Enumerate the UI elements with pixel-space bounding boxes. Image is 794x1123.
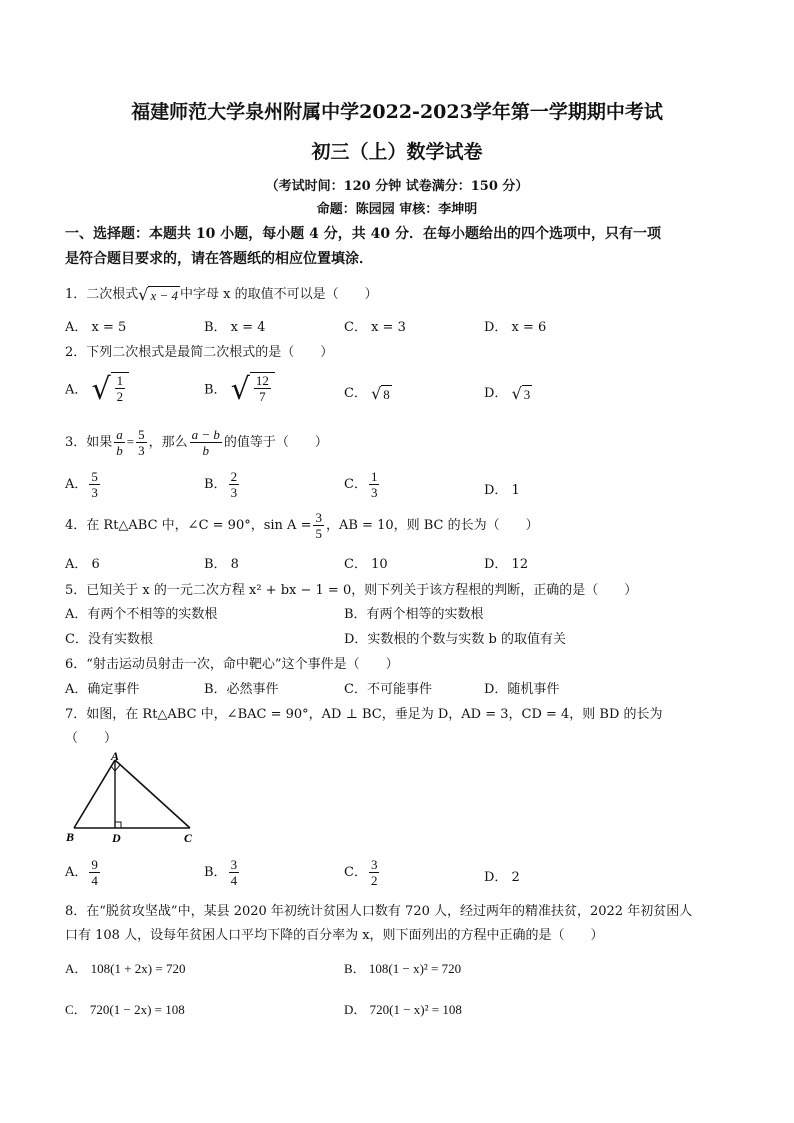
q2-label-a: A．	[65, 382, 88, 398]
q4-post: ，AB = 10，则 BC 的长为（ ）	[325, 518, 539, 533]
q4-option-c[interactable]: C． 10	[344, 557, 388, 572]
q7-c-den: 2	[370, 873, 378, 888]
q7-b-den: 4	[230, 873, 238, 888]
q4-f-num: 3	[315, 510, 322, 525]
q1-option-c[interactable]: C． x = 3	[344, 320, 406, 335]
side-ab	[74, 760, 115, 828]
q1-option-b[interactable]: B． x = 4	[204, 320, 266, 335]
q8-option-a[interactable]: A． 108(1 + 2x) = 720	[65, 961, 186, 976]
q3-c-den: 3	[370, 485, 378, 500]
vertex-d-label: D	[112, 831, 121, 844]
q2-label-b: B．	[204, 382, 227, 398]
q6-option-c[interactable]: C．不可能事件	[344, 682, 432, 697]
q2-a-num: 1	[116, 373, 124, 388]
q5-option-b[interactable]: B．有两个相等的实数根	[344, 607, 484, 622]
q2-option-b[interactable]: B． √ $\frac{12}{7}$	[204, 372, 275, 408]
q3-f3-num: a − b	[191, 427, 220, 442]
question-5-stem: 5．已知关于 x 的一元二次方程 x² + bx − 1 = 0，则下列关于该方程根的判断，正确的是（ ）	[65, 583, 638, 598]
triangle-figure	[62, 752, 202, 844]
q3-b-num: 2	[230, 469, 238, 484]
q7-option-a[interactable]	[65, 857, 102, 888]
q4-pre: 4．在 Rt△ABC 中，∠C = 90°，sin A =	[65, 518, 312, 533]
q2-label-d: D．	[484, 386, 508, 401]
q2-option-a[interactable]: A． √ $\frac{1}{2}$	[65, 372, 129, 408]
question-8-line2: 口有 108 人，设每年贫困人口平均下降的百分率为 x，则下面列出的方程中正确的是（ ）	[65, 928, 604, 943]
q4-option-b[interactable]: B． 8	[204, 557, 239, 572]
vertex-c-label: C	[184, 831, 193, 844]
q7-a-den: 4	[91, 873, 98, 888]
exam-authors: 命题：陈园园 审核：李坤明	[316, 202, 478, 217]
q6-option-a[interactable]: A．确定事件	[65, 682, 140, 697]
q3-a-num: 5	[91, 469, 98, 484]
q2-option-d[interactable]: D． √ 3	[484, 383, 531, 403]
q5-option-d[interactable]: D．实数根的个数与实数 b 的取值有关	[344, 632, 567, 647]
q7-b-num: 3	[230, 857, 238, 872]
q7-option-c[interactable]	[344, 857, 381, 888]
vertex-b-label: B	[66, 830, 75, 844]
q7-label-c: C．	[344, 865, 367, 880]
q3-option-a[interactable]	[65, 469, 102, 500]
q3-post: 的值等于（ ）	[223, 435, 328, 450]
q5-option-a[interactable]: A．有两个不相等的实数根	[65, 607, 218, 622]
q1-sqrt: √ x − 4	[138, 284, 179, 304]
question-8-line1: 8．在“脱贫攻坚战”中，某县 2020 年初统计贫困人口数有 720 人，经过两年的精准扶贫，2022 年初贫困人	[65, 904, 693, 919]
q7-label-a: A．	[65, 865, 88, 880]
exam-info: （考试时间：120 分钟 试卷满分：150 分）	[265, 179, 529, 194]
q3-pre: 3．如果	[65, 435, 113, 450]
q7-c-num: 3	[370, 857, 378, 872]
q3-mid: ，那么	[148, 435, 188, 450]
q7-a-num: 9	[91, 857, 98, 872]
q1-pre: 1．二次根式	[65, 287, 139, 302]
q1-post: 中字母 x 的取值不可以是（ ）	[180, 287, 378, 302]
q3-f3-den: b	[202, 443, 210, 458]
q3-f1-num: a	[116, 427, 123, 442]
question-4-stem	[65, 510, 539, 541]
q1-option-a[interactable]: A． x = 5	[65, 320, 127, 335]
q5-option-c[interactable]: C．没有实数根	[65, 632, 153, 647]
paper-subtitle: 初三（上）数学试卷	[311, 141, 483, 163]
q2-b-den: 7	[259, 389, 266, 404]
q1-radicand: x − 4	[150, 287, 179, 303]
q3-f2-num: 5	[138, 427, 145, 442]
q8-option-c[interactable]: C． 720(1 − 2x) = 108	[65, 1002, 185, 1017]
q7-option-d[interactable]: D． 2	[484, 870, 520, 885]
q7-label-b: B．	[204, 865, 227, 880]
q8-option-b[interactable]: B． 108(1 − x)² = 720	[344, 961, 462, 976]
q2-b-num: 12	[255, 373, 269, 388]
q3-f2-den: 3	[138, 443, 145, 458]
q3-label-b: B．	[204, 477, 227, 492]
q3-option-d[interactable]: D． 1	[484, 483, 520, 498]
q3-label-a: A．	[65, 477, 88, 492]
q7-option-b[interactable]	[204, 857, 241, 888]
q3-a-den: 3	[91, 485, 98, 500]
exam-title: 福建师范大学泉州附属中学2022-2023学年第一学期期中考试	[131, 101, 663, 123]
q3-option-b[interactable]	[204, 469, 241, 500]
q3-option-c[interactable]	[344, 469, 381, 500]
q2-a-den: 2	[116, 389, 124, 404]
right-angle-mark-d	[115, 822, 121, 828]
question-7-stem: 7．如图，在 Rt△ABC 中，∠BAC = 90°，AD ⊥ BC，垂足为 D，AD = 3，CD = 4，则 BD 的长为	[65, 707, 663, 722]
q6-option-b[interactable]: B．必然事件	[204, 682, 279, 697]
question-2-stem: 2．下列二次根式是最简二次根式的是（ ）	[65, 345, 334, 360]
q4-option-a[interactable]: A． 6	[65, 557, 100, 572]
question-1-stem	[65, 283, 378, 304]
q8-option-d[interactable]: D． 720(1 − x)² = 108	[344, 1002, 462, 1017]
q3-f1-den: b	[116, 443, 123, 458]
side-ac	[115, 760, 190, 828]
q1-option-d[interactable]: D． x = 6	[484, 320, 547, 335]
q3-eq: =	[126, 434, 135, 449]
section-heading-line1: 一、选择题：本题共 10 小题，每小题 4 分，共 40 分．在每小题给出的四个选项中，只有一项	[65, 226, 661, 242]
q2-d-radicand: 3	[523, 386, 531, 402]
q2-label-c: C．	[344, 386, 367, 401]
q4-option-d[interactable]: D． 12	[484, 557, 529, 572]
q3-c-num: 1	[370, 469, 378, 484]
q2-c-radicand: 8	[383, 386, 390, 402]
q3-label-c: C．	[344, 477, 367, 492]
q4-f-den: 5	[315, 526, 322, 541]
q6-option-d[interactable]: D．随机事件	[484, 682, 560, 697]
question-7-paren: （ ）	[65, 731, 118, 746]
vertex-a-label: A	[111, 752, 120, 763]
section-heading-line2: 是符合题目要求的，请在答题纸的相应位置填涂．	[65, 251, 373, 267]
question-3-stem	[65, 427, 328, 458]
q3-b-den: 3	[230, 485, 238, 500]
q2-option-c[interactable]: C． √ 8	[344, 383, 390, 403]
question-6-stem: 6．“射击运动员射击一次，命中靶心”这个事件是（ ）	[65, 657, 399, 672]
